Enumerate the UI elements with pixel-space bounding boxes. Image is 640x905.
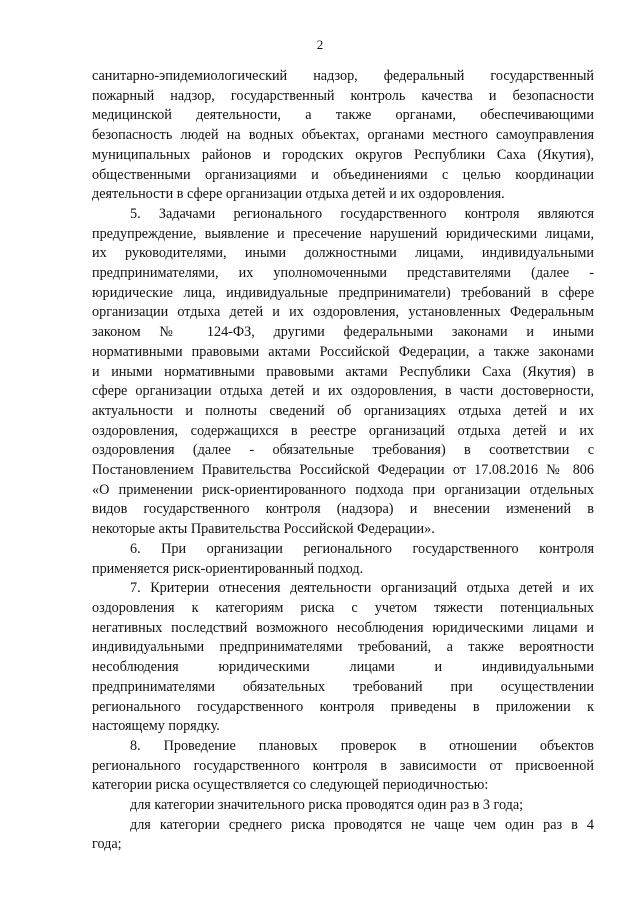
text-line: сфере организации отдыха детей и их оздоровления, в части достоверности, <box>92 383 594 400</box>
text-line: 7. Критерии отнесения деятельности организаций отдыха детей и их <box>130 580 594 597</box>
text-line: для категории среднего риска проводятся не чаще чем один раз в 4 <box>130 816 594 833</box>
text-line: «О применении риск-ориентированного подхода при организации отдельных <box>92 481 594 498</box>
text-line: безопасность людей на водных объектах, органами местного самоуправления <box>92 127 594 144</box>
text-line: оздоровления, содержащихся в реестре организаций отдыха детей и их <box>92 422 594 439</box>
text-line: их руководителями, иными должностными лицами, индивидуальными <box>92 245 594 262</box>
text-line: видов государственного контроля (надзора) и внесении изменений в <box>92 501 594 518</box>
text-line: организации отдыха детей и их оздоровления, установленных Федеральным <box>92 304 594 321</box>
text-line: и иными нормативными правовыми актами Республики Саха (Якутия) в <box>92 363 594 380</box>
page-number: 2 <box>316 37 324 52</box>
text-line: оздоровления к категориям риска с учетом тяжести потенциальных <box>92 599 594 616</box>
text-line: 5. Задачами регионального государственного контроля являются <box>130 205 594 222</box>
text-line: регионального государственного контроля приведены в приложении к <box>92 698 594 715</box>
text-line: предпринимателями обязательных требований при осуществлении <box>92 678 594 695</box>
text-line: нормативными правовыми актами Российской Федерации, а также законами <box>92 343 594 360</box>
text-line: муниципальных районов и городских округов Республики Саха (Якутия), <box>92 146 594 163</box>
text-line: Постановлением Правительства Российской Федерации от 17.08.2016 № 806 <box>92 462 594 479</box>
text-line: несоблюдения юридическими лицами и индивидуальными <box>92 659 594 676</box>
paragraph <box>92 579 594 737</box>
paragraph <box>92 796 594 816</box>
text-line: применяется риск-ориентированный подход. <box>92 560 364 577</box>
text-line: законом № 124-ФЗ, другими федеральными законами и иными <box>92 324 594 341</box>
text-line: регионального государственного контроля в зависимости от присвоенной <box>92 757 594 774</box>
text-line: 6. При организации регионального государственного контроля <box>130 540 594 557</box>
text-line: деятельности в сфере организации отдыха детей и их оздоровления. <box>92 186 505 203</box>
text-line: предпринимателями, их уполномоченными представителями (далее - <box>92 265 594 282</box>
paragraph <box>92 540 594 579</box>
text-line: некоторые акты Правительства Российской Федерации». <box>92 521 435 538</box>
document-body <box>92 67 594 855</box>
paragraph <box>92 737 594 796</box>
text-line: актуальности и полноты сведений об организациях отдыха детей и их <box>92 402 594 419</box>
text-line: категории риска осуществляется со следующей периодичностью: <box>92 777 489 794</box>
text-line: настоящему порядку. <box>92 718 220 735</box>
text-line: санитарно-эпидемиологический надзор, федеральный государственный <box>92 68 594 84</box>
paragraph <box>92 67 594 205</box>
text-line: оздоровления (далее - обязательные требования) в соответствии с <box>92 442 594 459</box>
paragraph <box>92 816 594 855</box>
text-line: негативных последствий возможного несоблюдения юридическими лицами и <box>92 619 594 636</box>
text-line: пожарный надзор, государственный контроль качества и безопасности <box>92 87 594 104</box>
text-line: года; <box>92 836 122 853</box>
text-line: юридические лица, индивидуальные предприниматели) требований в сфере <box>92 284 594 301</box>
text-line: общественными организациями и объединениями с целью координации <box>92 166 594 183</box>
paragraph <box>92 205 594 540</box>
text-line: предупреждение, выявление и пресечение нарушений юридическими лицами, <box>92 225 594 242</box>
text-line: индивидуальными предпринимателями требований, а также вероятности <box>92 639 594 656</box>
text-line: медицинской деятельности, а также органами, обеспечивающими <box>92 107 594 124</box>
text-line: для категории значительного риска проводятся один раз в 3 года; <box>130 797 524 814</box>
text-line: 8. Проведение плановых проверок в отношении объектов <box>130 737 594 754</box>
